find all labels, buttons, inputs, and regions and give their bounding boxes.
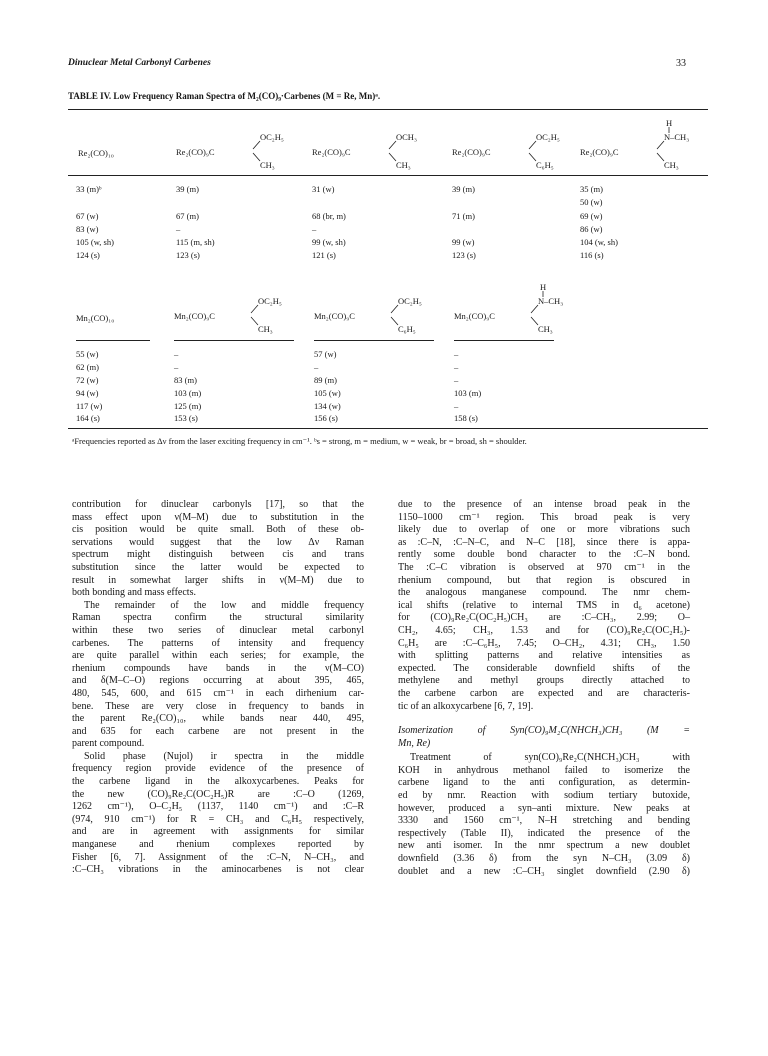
- substituent-upper: N–CH₃: [664, 132, 690, 142]
- table-cell: 153 (s): [174, 413, 198, 423]
- text-line: with splitting patterns and relative intensities as: [398, 650, 690, 662]
- left-column: [72, 499, 364, 877]
- text-line: doublet and a new :C–CH₃ singlet downfield (2.90 δ): [398, 865, 690, 877]
- table-cell: –: [174, 349, 179, 359]
- table-cell: 72 (w): [76, 375, 99, 385]
- text-line: rhenium compound, but that region is obscured in: [398, 574, 690, 586]
- table-cell: –: [174, 362, 179, 372]
- table-cell: 99 (w): [452, 237, 475, 247]
- text-line: The :C–C vibration is observed at 970 cm⁻¹ in the: [398, 561, 690, 573]
- re-header-rule: [68, 175, 708, 176]
- table-top-rule: [68, 109, 708, 110]
- text-line: parent compound.: [72, 738, 145, 750]
- table-cell: 31 (w): [312, 184, 335, 194]
- carbene-bond-lines: [580, 118, 700, 174]
- table-cell: 158 (s): [454, 413, 478, 423]
- table-cell: 103 (m): [174, 388, 202, 398]
- text-line: and δ(M–C–O) regions occurring at about 395, 465,: [72, 675, 364, 687]
- table-cell: 123 (s): [452, 250, 476, 260]
- text-line: result in somewhat larger shifts in ν(M–M) due to: [72, 574, 364, 586]
- left-paragraph-2: [72, 600, 364, 751]
- text-line: (974, 910 cm⁻¹) for R = CH₃ and C₆H₅ respectively,: [72, 813, 364, 825]
- table-cell: 39 (m): [452, 184, 475, 194]
- substituent-upper: OC₂H₅: [398, 296, 422, 306]
- table-cell: 71 (m): [452, 211, 475, 221]
- table-cell: 50 (w): [580, 197, 603, 207]
- right-column: [398, 499, 690, 878]
- substituent-lower: C₆H₅: [398, 324, 416, 334]
- mn-col2-header-rule: [174, 340, 294, 341]
- substituent-upper: OC₂H₅: [258, 296, 282, 306]
- text-line: new anti isomer. In the nmr spectrum a new doublet: [398, 840, 690, 852]
- heading-line: Isomerization of Syn(CO)₉M₂C(NHCH₃)CH₃ (M =: [398, 725, 690, 737]
- re-header-col5: [580, 118, 700, 174]
- table-cell: –: [454, 401, 459, 411]
- table-cell: 89 (m): [314, 375, 337, 385]
- table-cell: 83 (w): [76, 224, 99, 234]
- text-line: Treatment of syn(CO)₉Re₂C(NHCH₃)CH₃ with: [410, 752, 690, 764]
- text-line: :C–CH₃ vibrations in the aminocarbenes is not clear: [72, 864, 364, 876]
- text-line: are quite parallel within each series; for example, the: [72, 650, 364, 662]
- table-cell: 99 (w, sh): [312, 237, 346, 247]
- table-cell: 83 (m): [174, 375, 197, 385]
- table-cell: 68 (br, m): [312, 211, 346, 221]
- table-cell: 69 (w): [580, 211, 603, 221]
- text-line: carbene ligand to the anti configuration, as determin-: [398, 777, 690, 789]
- table-cell: 105 (w): [314, 388, 341, 398]
- text-line: respectively (Table II), indicated the presence of the: [398, 827, 690, 839]
- text-line: the carbene ligand in the alkoxycarbenes. Peaks for: [72, 776, 364, 788]
- text-line: and are in agreement with assignments for similar: [72, 826, 364, 838]
- text-line: C₆H₅ are :C–C₆H₅, 7.45; O–CH₂, 4.31; CH₃, 1.50: [398, 637, 690, 649]
- text-line: as :C–N, :C–N–C, and N–C [18], since there is appa-: [398, 536, 690, 548]
- table-cell: 35 (m): [580, 184, 603, 194]
- table-cell: 121 (s): [312, 250, 336, 260]
- text-line: 3330 and 1560 cm⁻¹, N–H stretching and bending: [398, 815, 690, 827]
- mn-col3-header-rule: [314, 340, 434, 341]
- table-cell: 164 (s): [76, 413, 100, 423]
- mn-col1-header-rule: [76, 340, 150, 341]
- text-line: the analogous manganese compound. The nmr chem-: [398, 587, 690, 599]
- table-cell: 55 (w): [76, 349, 99, 359]
- table-cell: –: [454, 375, 459, 385]
- table-cell: 103 (m): [454, 388, 482, 398]
- table-cell: –: [176, 224, 181, 234]
- text-line: rently some double bond character to the :C–N bond.: [398, 549, 690, 561]
- metal-fragment: Mn₂(CO)₉C: [314, 311, 355, 321]
- substituent-lower: CH₃: [664, 160, 679, 170]
- table-cell: 67 (m): [176, 211, 199, 221]
- text-line: due to the presence of an intense broad peak in the: [398, 499, 690, 510]
- substituent-lower: CH₃: [538, 324, 553, 334]
- table-title: TABLE IV. Low Frequency Raman Spectra of M₂(CO)₉·Carbenes (M = Re, Mn)ᵃ.: [68, 91, 381, 101]
- table-cell: 57 (w): [314, 349, 337, 359]
- text-line: carbenes. The patterns of intensity and frequency: [72, 637, 364, 649]
- table-cell: 123 (s): [176, 250, 200, 260]
- text-line: the new (CO)₉Re₂C(OC₂H₅)R are :C–O (1269,: [72, 788, 364, 800]
- table-cell: 156 (s): [314, 413, 338, 423]
- text-line: however, produced a syn–anti mixture. New peaks at: [398, 802, 690, 814]
- substituent-lower: CH₃: [258, 324, 273, 334]
- substituent-lower: CH₃: [396, 160, 411, 170]
- text-line: for (CO)₉Re₂C(OC₂H₅)CH₃ are :C–CH₃, 2.99; O–: [398, 612, 690, 624]
- text-line: Solid phase (Nujol) ir spectra in the middle: [84, 750, 364, 762]
- page-number: 33: [676, 58, 686, 69]
- table-cell: 67 (w): [76, 211, 99, 221]
- text-line: mass effect upon ν(M–M) due to substitution in the: [72, 511, 364, 523]
- text-line: downfield (3.36 δ) from the syn N–CH₃ (3.09 δ): [398, 853, 690, 865]
- text-line: 1262 cm⁻¹), O–C₂H₅ (1137, 1140 cm⁻¹) and :C–R: [72, 801, 364, 813]
- substituent-upper: N–CH₃: [538, 296, 564, 306]
- text-line: ed by nmr. Reaction with sodium tertiary butoxide,: [398, 790, 690, 802]
- re-header-col2: [176, 132, 286, 172]
- text-line: ical shifts (relative to internal TMS in d₆ acetone): [398, 599, 690, 611]
- table-cell: 116 (s): [580, 250, 604, 260]
- table-cell: –: [454, 362, 459, 372]
- table-cell: 104 (w, sh): [580, 237, 618, 247]
- table-cell: 125 (m): [174, 401, 202, 411]
- table-cell: 105 (w, sh): [76, 237, 114, 247]
- table-footnote: ᵃFrequencies reported as Δν from the laser exciting frequency in cm⁻¹. ᵇs = strong, m = medium, w = weak, br = broad, sh = shoulder.: [72, 436, 527, 446]
- text-line: bene. These are very close in frequency to bands in: [72, 700, 364, 712]
- metal-fragment: Re₂(CO)₉C: [452, 147, 491, 157]
- text-line: the parent Re₂(CO)₁₀, while bands near 440, 495,: [72, 713, 364, 725]
- re-header-col1: Re₂(CO)₁₀: [78, 148, 114, 158]
- running-title: Dinuclear Metal Carbonyl Carbenes: [68, 58, 211, 68]
- metal-fragment: Mn₂(CO)₉C: [174, 311, 215, 321]
- table-cell: –: [312, 224, 317, 234]
- table-cell: 117 (w): [76, 401, 103, 411]
- substituent-upper: OC₂H₅: [260, 132, 284, 142]
- text-line: The remainder of the low and middle frequency: [84, 599, 364, 611]
- table-bottom-rule: [68, 428, 708, 429]
- mn-col4-header-rule: [454, 340, 554, 341]
- substituent-upper: OCH₃: [396, 132, 417, 142]
- text-line: methylene and methyl groups directly attached to: [398, 675, 690, 687]
- mn-header-col4: [454, 282, 574, 338]
- table-cell: 86 (w): [580, 224, 603, 234]
- re-header-col3: [312, 132, 422, 172]
- text-line: both bonding and mass effects.: [72, 587, 196, 599]
- metal-fragment: Mn₂(CO)₉C: [454, 311, 495, 321]
- substituent-top: H: [666, 118, 673, 128]
- text-line: cis position would be quite small. Both of these ob-: [72, 524, 364, 536]
- mn-header-col2: [174, 296, 284, 336]
- table-cell: 94 (w): [76, 388, 99, 398]
- substituent-upper: OC₂H₅: [536, 132, 560, 142]
- text-line: within these two series of dinuclear metal carbonyl: [72, 624, 364, 636]
- text-line: manganese and rhenium complexes reported by: [72, 839, 364, 851]
- text-line: Fisher [6, 7]. Assignment of the :C–N, N–CH₃, and: [72, 851, 364, 863]
- metal-fragment: Re₂(CO)₉C: [176, 147, 215, 157]
- table-cell: –: [454, 349, 459, 359]
- substituent-lower: C₆H₅: [536, 160, 554, 170]
- table-cell: 39 (m): [176, 184, 199, 194]
- right-paragraph-1: [398, 499, 690, 713]
- text-line: Raman spectra confirm the structural similarity: [72, 612, 364, 624]
- text-line: likely due to overlap of one or more vibrations such: [398, 524, 690, 536]
- text-line: the carbene carbon are expected and are characteris-: [398, 687, 690, 699]
- section-heading: [398, 725, 690, 750]
- text-line: rhenium compounds have bands in the ν(M–CO): [72, 662, 364, 674]
- text-line: tic of an alkoxycarbene [6, 7, 19].: [398, 700, 534, 712]
- text-line: spectrum might distinguish between cis and trans: [72, 549, 364, 561]
- text-line: expected. The considerable downfield shifts of the: [398, 662, 690, 674]
- substituent-lower: CH₃: [260, 160, 275, 170]
- table-cell: –: [314, 362, 319, 372]
- text-line: 480, 545, 600, and 615 cm⁻¹ in each dirhenium car-: [72, 687, 364, 699]
- text-line: 1150–1000 cm⁻¹ region. This broad peak is very: [398, 511, 690, 523]
- text-line: substitution since the latter would be expected to: [72, 561, 364, 573]
- re-header-col4: [452, 132, 562, 172]
- left-paragraph-1: [72, 499, 364, 600]
- mn-header-col1: Mn₂(CO)₁₀: [76, 313, 115, 323]
- right-paragraph-2: [398, 752, 690, 878]
- heading-line: Mn, Re): [398, 737, 431, 749]
- text-line: CH₂, 4.65; CH₃, 1.53 and for (CO)₉Re₂C(OC₂H₅)-: [398, 624, 690, 636]
- carbene-bond-lines: [454, 282, 574, 338]
- table-cell: 115 (m, sh): [176, 237, 215, 247]
- text-line: servations would suggest that the low Δν Raman: [72, 536, 364, 548]
- table-cell: 62 (m): [76, 362, 99, 372]
- text-line: frequency region provide evidence of the presence of: [72, 763, 364, 775]
- substituent-top: H: [540, 282, 547, 292]
- table-cell: 33 (m)ᵇ: [76, 184, 102, 194]
- table-cell: 134 (w): [314, 401, 341, 411]
- text-line: KOH in anhydrous methanol failed to isomerize the: [398, 764, 690, 776]
- metal-fragment: Re₂(CO)₉C: [580, 147, 619, 157]
- table-cell: 124 (s): [76, 250, 100, 260]
- metal-fragment: Re₂(CO)₉C: [312, 147, 351, 157]
- left-paragraph-3: [72, 751, 364, 877]
- text-line: and 635 for each carbene are not present in the: [72, 725, 364, 737]
- mn-header-col3: [314, 296, 424, 336]
- text-line: contribution for dinuclear carbonyls [17], so that the: [72, 499, 364, 510]
